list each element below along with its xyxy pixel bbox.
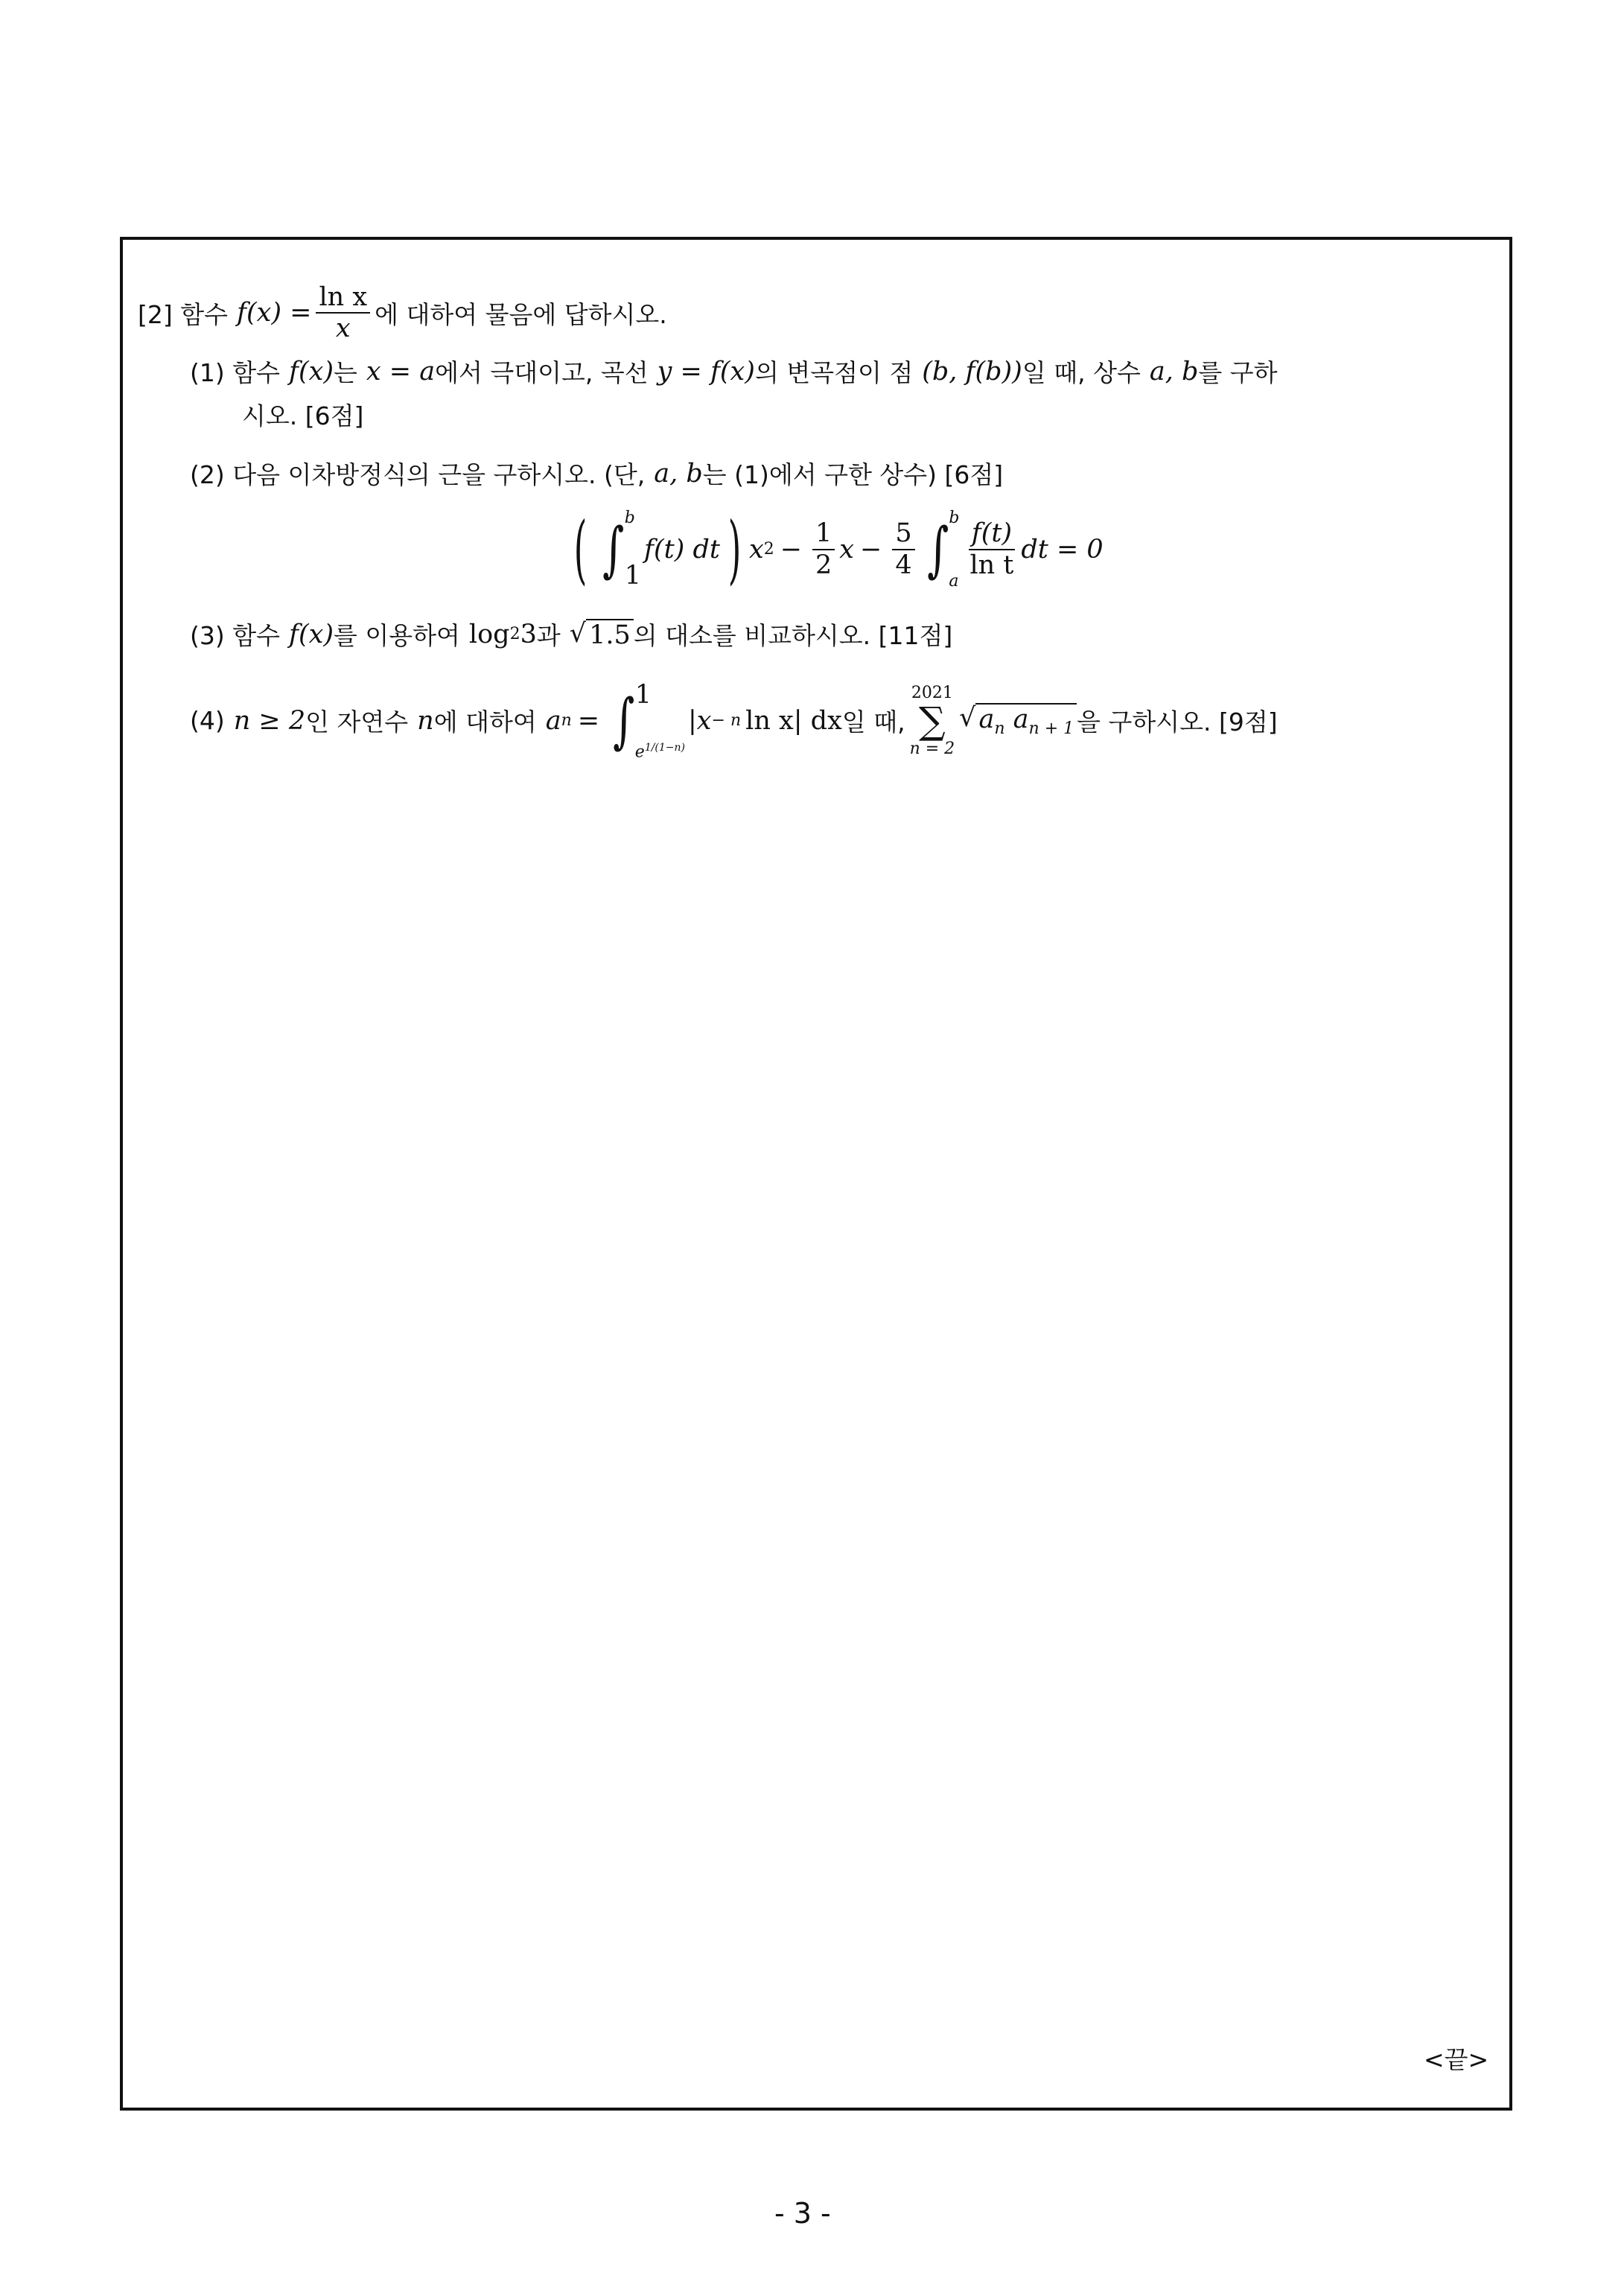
subscript: n + 1	[1028, 719, 1074, 738]
integral: ∫ 1 $e^{1/(1-n)}$	[613, 679, 686, 762]
math: (b, f(b))	[922, 356, 1022, 387]
fraction	[892, 518, 914, 580]
math: a, b	[654, 458, 703, 489]
integrand: ln x| dx	[745, 705, 842, 736]
fraction	[967, 518, 1016, 580]
math: x = a	[366, 356, 436, 387]
denominator: 2	[815, 550, 832, 580]
text: 인 자연수	[305, 707, 409, 737]
header-text: 에 대하여 물음에 답하시오.	[375, 299, 667, 329]
summation: 2021 ∑ n = 2	[909, 683, 955, 758]
math: n	[417, 705, 434, 736]
numerator: f(t)	[969, 518, 1015, 550]
text: 에 대하여	[433, 707, 537, 737]
exponent: − n	[711, 711, 742, 730]
numerator: 5	[892, 518, 914, 550]
math: n ≥ 2	[233, 705, 306, 736]
denominator: 4	[895, 550, 912, 580]
upper-limit: 1	[634, 679, 652, 710]
math: dt = 0	[1021, 534, 1104, 565]
upper-limit: b	[949, 508, 960, 527]
text: 일 때, 상수	[1022, 358, 1141, 387]
question-3	[190, 617, 952, 652]
radicand: 1.5	[586, 619, 634, 650]
right-paren: )	[727, 505, 742, 593]
text: (2) 다음 이차방정식의 근을 구하시오. (단,	[190, 460, 646, 489]
question-1-cont	[242, 397, 363, 432]
subscript: n	[561, 711, 572, 730]
sum-upper: 2021	[911, 683, 953, 702]
math: y = f(x)	[657, 356, 755, 387]
page-number: - 3 -	[774, 2197, 831, 2230]
log-base: 2	[509, 625, 520, 643]
sum-lower: n = 2	[909, 739, 955, 758]
square-root: √ 1.5	[570, 619, 634, 650]
integrand: f(t) dt	[643, 534, 720, 565]
lower-limit: e	[634, 742, 645, 762]
math: x	[839, 534, 855, 565]
denominator: ln t	[969, 550, 1014, 580]
quadratic-equation	[566, 503, 1104, 596]
square-root: √ $a_n$ $a_{n + 1}$	[959, 703, 1077, 738]
minus: −	[780, 534, 803, 565]
log: log	[468, 619, 510, 649]
math: a	[978, 705, 995, 734]
upper-limit: b	[624, 508, 635, 527]
math: a	[1004, 705, 1029, 734]
text: 를 구하	[1198, 358, 1278, 387]
lower-limit: 1	[624, 560, 641, 591]
header-label: [2] 함수	[138, 299, 228, 329]
log-arg: 3	[520, 619, 537, 649]
end-mark: <끝>	[1424, 2045, 1489, 2074]
numerator: 1	[812, 518, 835, 550]
fraction	[812, 518, 835, 580]
equals: =	[577, 705, 600, 736]
text: 를 이용하여	[334, 621, 460, 650]
text: 일 때,	[841, 707, 905, 737]
denominator: x	[335, 314, 351, 343]
text: 시오. [6점]	[242, 401, 364, 430]
question-2	[190, 456, 1003, 491]
left-paren: (	[573, 505, 587, 593]
lower-exponent: 1/(1−n)	[644, 742, 686, 754]
math: x	[748, 534, 764, 565]
minus: −	[860, 534, 882, 565]
text: 의 대소를 비교하시오. [11점]	[633, 621, 953, 650]
text: (3) 함수	[190, 621, 280, 650]
text: 과	[536, 621, 561, 650]
lower-limit: a	[949, 571, 959, 591]
text: (4)	[190, 706, 225, 735]
question-4	[190, 674, 1278, 767]
integral: ∫ b a	[926, 508, 960, 591]
fraction	[316, 282, 370, 344]
text: 는 (1)에서 구한 상수) [6점]	[702, 460, 1004, 489]
text: 에서 극대이고, 곡선	[435, 358, 649, 387]
math: a	[545, 705, 561, 736]
math: f(x)	[289, 356, 334, 387]
problem-header	[138, 283, 667, 343]
math: f(x)	[289, 619, 334, 649]
numerator: ln x	[316, 282, 370, 314]
exponent: 2	[763, 540, 774, 559]
text: 의 변곡점이 점	[754, 358, 914, 387]
integrand: |x	[688, 705, 712, 736]
integral: ∫ b 1	[602, 508, 641, 591]
math: f(x) =	[237, 298, 312, 328]
text: 는	[334, 358, 357, 387]
text: (1) 함수	[190, 358, 280, 387]
text: 을 구하시오. [9점]	[1077, 707, 1278, 737]
math: a, b	[1149, 356, 1199, 387]
question-1	[190, 354, 1277, 389]
subscript: n	[994, 719, 1005, 738]
